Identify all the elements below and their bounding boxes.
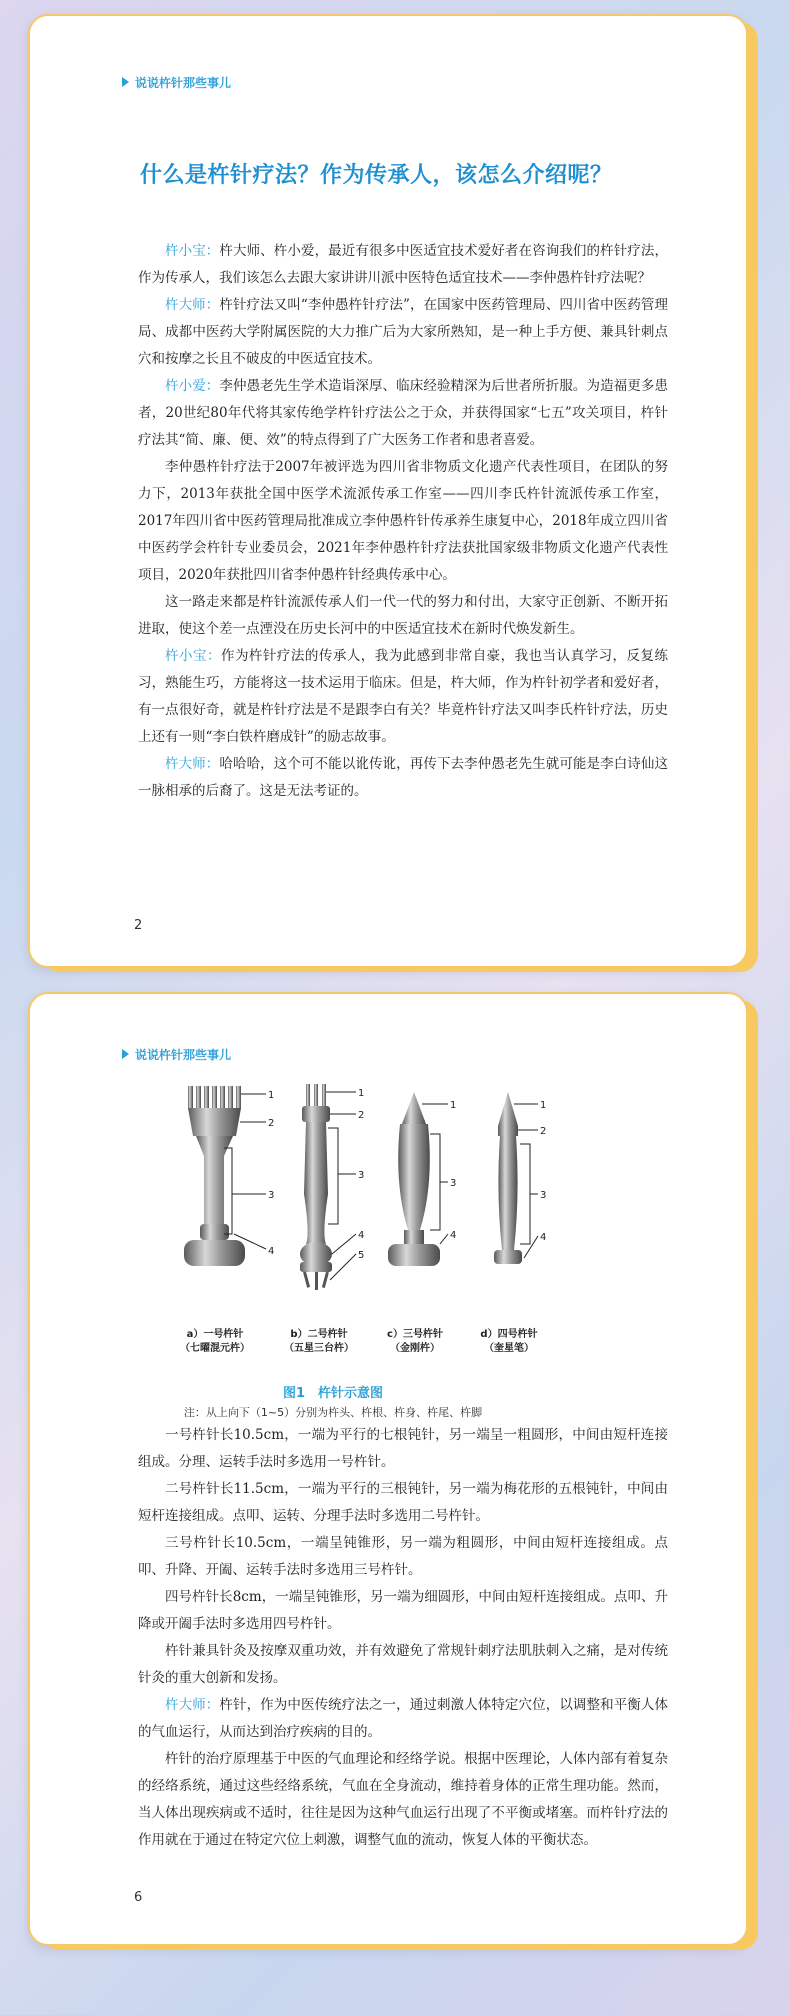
speaker-label: 杵大师： — [165, 1697, 220, 1713]
header-label: 说说杵针那些事儿 — [135, 1048, 232, 1062]
callout-number: 3 — [450, 1178, 457, 1189]
page-number: 6 — [134, 1890, 143, 1905]
callout-number: 3 — [540, 1190, 547, 1201]
paragraph-text: 哈哈哈，这个可不能以讹传讹，再传下去李仲愚老先生就可能是李白诗仙这一脉相承的后裔了。这是无法考证的。 — [138, 756, 669, 799]
paragraph — [138, 1476, 668, 1530]
running-header — [122, 1046, 231, 1063]
triangle-icon — [122, 1049, 129, 1059]
paragraph-text: 杵针的治疗原理基于中医的气血理论和经络学说。根据中医理论，人体内部有着复杂的经络系统，通过这些经络系统，气血在全身流动，维持着身体的正常生理功能。然而，当人体出现疾病或不适时，往往是因为这种气血运行出现了不平衡或堵塞。而杵针疗法的作用就在于通过在特定穴位上刺激，调整气血的流动，恢复人体的平衡状态。 — [138, 1751, 668, 1848]
needle-3-label: c）三号杵针 （金刚杵） — [387, 1329, 443, 1354]
figure-caption: 图1 杵针示意图 — [282, 1386, 384, 1401]
callout-number: 1 — [450, 1100, 457, 1111]
page-number: 2 — [134, 918, 143, 933]
callout-number: 2 — [358, 1110, 365, 1121]
book-page-2 — [28, 992, 748, 1946]
paragraph — [138, 1692, 668, 1746]
page-title: 什么是杵针疗法？作为传承人，该怎么介绍呢？ — [140, 163, 613, 188]
callout-number: 3 — [358, 1170, 365, 1181]
paragraph-text: 杵针，作为中医传统疗法之一，通过刺激人体特定穴位，以调整和平衡人体的气血运行，从而达到治疗疾病的目的。 — [138, 1697, 669, 1740]
paragraph — [138, 1530, 668, 1584]
book-page-1 — [28, 14, 748, 968]
needle-4-label: d）四号杵针 （奎星笔） — [480, 1329, 538, 1354]
paragraph-text: 三号杵针长10.5cm，一端呈钝锥形，另一端为粗圆形，中间由短杆连接组成。点叩、升降、开阖、运转手法时多选用三号杵针。 — [138, 1535, 668, 1578]
paragraph-text: 李仲愚杵针疗法于2007年被评选为四川省非物质文化遗产代表性项目，在团队的努力下，2013年获批全国中医学术流派传承工作室——四川李氏杵针流派传承工作室，2017年四川省中医药管理局批准成立李仲愚杵针传承养生康复中心，2018年成立四川省中医药学会杵针专业委员会，2021年李仲愚杵针疗法获批国家级非物质文化遗产代表性项目，2020年获批四川省李仲愚杵针经典传承中心。 — [138, 459, 668, 583]
paragraph-text: 杵大师、杵小爱，最近有很多中医适宜技术爱好者在咨询我们的杵针疗法，作为传承人，我们该怎么去跟大家讲讲川派中医特色适宜技术——李仲愚杵针疗法呢？ — [138, 243, 669, 286]
callout-number: 4 — [450, 1230, 457, 1241]
paragraph-text: 作为杵针疗法的传承人，我为此感到非常自豪，我也当认真学习，反复练习，熟能生巧，方能将这一技术运用于临床。但是，杵大师，作为杵针初学者和爱好者，有一点很好奇，就是杵针疗法是不是跟李白有关？毕竟杵针疗法又叫李氏杵针疗法，历史上还有一则“李白铁杵磨成针”的励志故事。 — [138, 648, 669, 745]
paragraph-text: 四号杵针长8cm，一端呈钝锥形，另一端为细圆形，中间由短杆连接组成。点叩、升降或开阖手法时多选用四号杵针。 — [138, 1589, 668, 1632]
paragraph — [138, 1746, 668, 1854]
paragraph — [138, 589, 668, 643]
paragraph — [138, 238, 668, 292]
paragraph-text: 二号杵针长11.5cm，一端为平行的三根钝针，另一端为梅花形的五根钝针，中间由短杆连接组成。点叩、运转、分理手法时多选用二号杵针。 — [138, 1481, 668, 1524]
paragraph-text: 一号杵针长10.5cm，一端为平行的七根钝针，另一端呈一粗圆形，中间由短杆连接组成。分理、运转手法时多选用一号杵针。 — [138, 1427, 668, 1470]
running-header — [122, 74, 231, 91]
speaker-label: 杵小宝： — [165, 648, 221, 664]
paragraph — [138, 751, 668, 805]
callout-number: 2 — [540, 1126, 547, 1137]
paragraph — [138, 643, 668, 751]
speaker-label: 杵小爱： — [165, 378, 220, 394]
callout-number: 1 — [268, 1090, 275, 1101]
paragraph-text: 杵针兼具针灸及按摩双重功效，并有效避免了常规针刺疗法肌肤刺入之痛，是对传统针灸的重大创新和发扬。 — [138, 1643, 668, 1686]
paragraph-text: 李仲愚老先生学术造诣深厚、临床经验精深为后世者所折服。为造福更多患者，20世纪80年代将其家传绝学杵针疗法公之于众，并获得国家“七五”攻关项目，杵针疗法其“简、廉、便、效”的特点得到了广大医务工作者和患者喜爱。 — [138, 378, 669, 448]
needle-1-label: a）一号杵针 （七曜混元杵） — [180, 1329, 250, 1354]
page2-body — [138, 1422, 668, 1854]
paragraph-text: 杵针疗法又叫“李仲愚杵针疗法”，在国家中医药管理局、四川省中医药管理局、成都中医药大学附属医院的大力推广后为大家所熟知，是一种上手方便、兼具针刺点穴和按摩之长且不破皮的中医适宜技术。 — [138, 297, 669, 367]
callout-number: 1 — [358, 1088, 365, 1099]
needle-4-drawing — [494, 1092, 522, 1264]
callout-number: 4 — [358, 1230, 365, 1241]
speaker-label: 杵小宝： — [165, 243, 220, 259]
callout-number: 4 — [268, 1246, 275, 1257]
callout-number: 5 — [358, 1250, 365, 1261]
needle-3-drawing — [388, 1092, 440, 1266]
header-label: 说说杵针那些事儿 — [135, 76, 232, 90]
needle-figure — [178, 1074, 648, 1419]
figure-note: 注：从上向下（1~5）分别为杵头、杵根、杵身、杵尾、杵脚 — [183, 1406, 483, 1419]
page1-body — [138, 238, 668, 805]
speaker-label: 杵大师： — [165, 297, 220, 313]
needle-2-label: b）二号杵针 （五星三台杵） — [284, 1329, 354, 1354]
needle-2-drawing — [300, 1084, 332, 1290]
speaker-label: 杵大师： — [165, 756, 220, 772]
callout-number: 3 — [268, 1190, 275, 1201]
callout-number: 2 — [268, 1118, 275, 1129]
paragraph — [138, 1638, 668, 1692]
paragraph — [138, 454, 668, 589]
paragraph — [138, 1422, 668, 1476]
paragraph — [138, 373, 668, 454]
paragraph — [138, 1584, 668, 1638]
callout-number: 4 — [540, 1232, 547, 1243]
triangle-icon — [122, 77, 129, 87]
paragraph-text: 这一路走来都是杵针流派传承人们一代一代的努力和付出，大家守正创新、不断开拓进取，使这个差一点湮没在历史长河中的中医适宜技术在新时代焕发新生。 — [138, 594, 668, 637]
needle-illustration — [178, 1074, 648, 1324]
callout-number: 1 — [540, 1100, 547, 1111]
paragraph — [138, 292, 668, 373]
needle-1-drawing — [184, 1086, 245, 1266]
